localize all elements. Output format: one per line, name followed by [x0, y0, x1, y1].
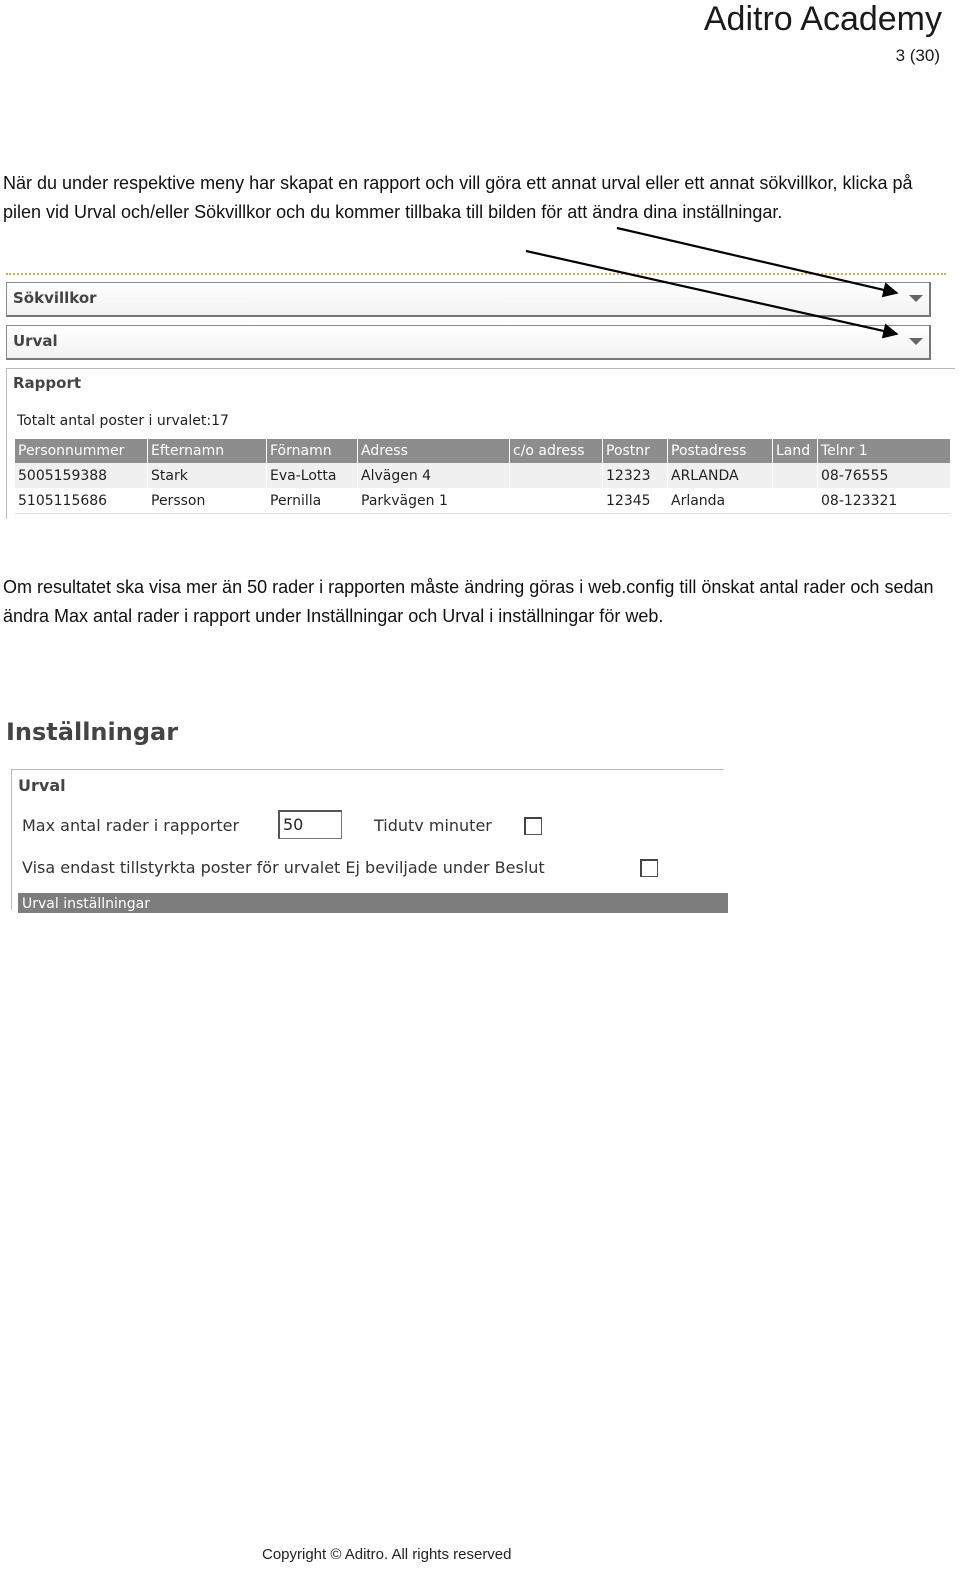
visa-endast-checkbox[interactable]: [640, 859, 658, 877]
paragraph-config: Om resultatet ska visa mer än 50 rader i rapporten måste ändring göras i web.config till önskat antal rader och sedan ändra Max antal rader i rapport under Inställningar och Urval i inställningar för web.: [3, 577, 934, 626]
table-cell: ARLANDA: [668, 463, 773, 488]
arrow-to-urval: [526, 251, 897, 334]
annotation-arrows: [0, 0, 960, 560]
sokvillkor-label: Sökvillkor: [13, 289, 97, 307]
table-cell: 12345: [603, 488, 668, 514]
column-header[interactable]: c/o adress: [510, 439, 603, 463]
table-cell: Parkvägen 1: [358, 488, 510, 514]
column-header[interactable]: Förnamn: [267, 439, 358, 463]
table-cell: 12323: [603, 463, 668, 488]
column-header[interactable]: Efternamn: [148, 439, 267, 463]
table-cell: Stark: [148, 463, 267, 488]
tidutv-checkbox[interactable]: [524, 817, 542, 835]
visa-endast-label: Visa endast tillstyrkta poster för urvalet Ej beviljade under Beslut: [22, 858, 545, 877]
table-cell: 08-123321: [818, 488, 951, 514]
max-rows-label: Max antal rader i rapporter: [22, 816, 240, 835]
urval-settings-label: Urval: [18, 776, 66, 795]
urval-settings-panel: [11, 769, 724, 910]
table-cell: 5005159388: [15, 463, 148, 488]
max-rows-input[interactable]: 50: [278, 810, 342, 839]
table-cell: Alvägen 4: [358, 463, 510, 488]
table-cell: Eva-Lotta: [267, 463, 358, 488]
column-header[interactable]: Personnummer: [15, 439, 148, 463]
table-cell: Pernilla: [267, 488, 358, 514]
page-number: 3 (30): [895, 46, 940, 65]
rapport-label: Rapport: [13, 374, 82, 392]
copyright-footer: Copyright © Aditro. All rights reserved: [262, 1546, 512, 1563]
column-header[interactable]: Telnr 1: [818, 439, 951, 463]
settings-screenshot: [6, 712, 726, 912]
column-header[interactable]: Adress: [358, 439, 510, 463]
paragraph-intro: När du under respektive meny har skapat en rapport och vill göra ett annat urval eller ett annat sökvillkor, klicka på pilen vid Urval och/eller Sökvillkor och du kommer tillbaka till bilden för att ändra dina inställningar.: [3, 173, 913, 222]
header-title: Aditro Academy: [703, 0, 942, 38]
table-cell: Persson: [148, 488, 267, 514]
settings-title: Inställningar: [6, 718, 179, 746]
table-cell: Arlanda: [668, 488, 773, 514]
tidutv-label: Tidutv minuter: [374, 816, 492, 835]
column-header[interactable]: Land: [773, 439, 818, 463]
column-header[interactable]: Postadress: [668, 439, 773, 463]
table-cell: 08-76555: [818, 463, 951, 488]
arrow-to-sokvillkor: [617, 228, 897, 293]
total-count: Totalt antal poster i urvalet:17: [17, 413, 229, 429]
column-header[interactable]: Postnr: [603, 439, 668, 463]
settings-section-bar: Urval inställningar: [18, 893, 728, 913]
table-cell: 5105115686: [15, 488, 148, 514]
urval-label: Urval: [13, 332, 58, 350]
